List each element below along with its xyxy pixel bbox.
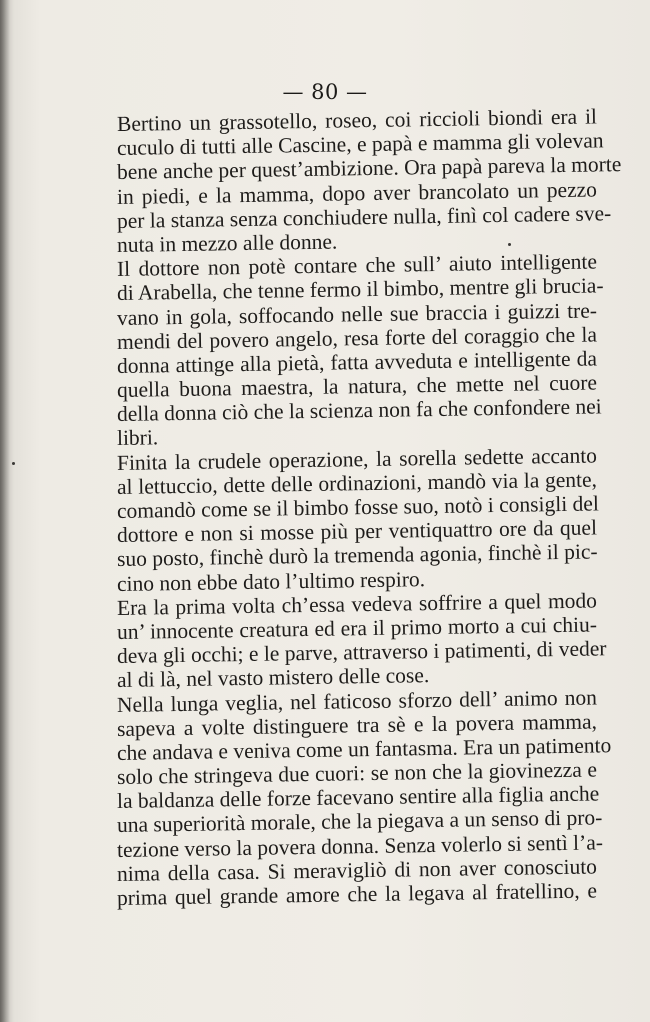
text-line: vano in gola, soffocando nelle sue braccia i guizzi tre- [116, 297, 598, 330]
text-line: Finita la crudele operazione, la sorella sedette accanto [116, 443, 598, 475]
text-line: una superiorità morale, che la piegava a un senso di pro- [116, 805, 603, 838]
text-line: donna attinge alla pietà, fatta avveduta e intelligente da [116, 346, 598, 378]
text-line: la baldanza delle forze facevano sentire alla figlia anche [116, 781, 600, 814]
text-line: bene anche per quest’ambizione. Ora papà pareva la morte [116, 152, 622, 185]
text-line: solo che stringeva due cuori: se non che la giovinezza e [116, 757, 598, 790]
print-speck [12, 462, 15, 465]
body-text [116, 104, 622, 910]
text-line: libri. [116, 425, 159, 451]
text-line: per la stanza senza conchiudere nulla, finì col cadere sve- [116, 200, 612, 233]
text-line: in piedi, e la mamma, dopo aver brancolato un pezzo [116, 177, 598, 209]
text-line: mendi del povero angelo, resa forte del coraggio che la [116, 322, 598, 354]
text-line: al di là, nel vasto mistero delle cose. [116, 663, 430, 693]
text-line: Era la prima volta ch’essa vedeva soffrire a quel modo [116, 588, 598, 620]
text-line: di Arabella, che tenne fermo il bimbo, mentre gli brucia- [116, 273, 604, 306]
text-line: un’ innocente creatura ed era il primo morto a cui chiu- [116, 612, 598, 644]
text-line: Il dottore non potè contare che sull’ aiuto intelligente [116, 249, 598, 282]
text-line: al lettuccio, dette delle ordinazioni, mandò via la gente, [116, 467, 598, 499]
text-line: Nella lunga veglia, nel faticoso sforzo dell’ animo non [116, 684, 598, 717]
print-speck [508, 243, 511, 246]
text-line: comandò come se il bimbo fosse suo, notò i consigli del [116, 491, 600, 523]
text-line: della donna ciò che la scienza non fa che confondere nei [116, 394, 602, 427]
text-line: prima quel grande amore che la legava al fratellino, e [116, 878, 598, 910]
page-number: — 80 — [282, 80, 368, 104]
text-line: dottore e non si mosse più per ventiquattro ore da quel [116, 515, 598, 548]
text-line: Bertino un grassotello, roseo, coi riccioli biondi era il [116, 104, 598, 136]
text-line: deva gli occhi; e le parve, attraverso i patimenti, di veder [116, 636, 607, 669]
text-line: cino non ebbe dato l’ultimo respiro. [116, 566, 426, 596]
text-line: che andava e veniva come un fantasma. Era un patimento [116, 733, 612, 765]
text-line: nuta in mezzo alle donne. [116, 229, 338, 257]
text-line: tezione verso la povera donna. Senza volerlo si sentì l’a- [116, 829, 604, 862]
text-line: quella buona maestra, la natura, che mette nel cuore [116, 370, 598, 403]
text-line: suo posto, finchè durò la tremenda agonia, finchè il pic- [116, 539, 598, 572]
text-line: sapeva a volte distinguere tra sè e la povera mamma, [116, 709, 598, 741]
page-gutter-shadow [0, 0, 10, 1022]
text-line: cuculo di tutti alle Cascine, e papà e mamma gli volevan [116, 128, 604, 161]
text-line: nima della casa. Si meravigliò di non aver conosciuto [116, 854, 598, 886]
